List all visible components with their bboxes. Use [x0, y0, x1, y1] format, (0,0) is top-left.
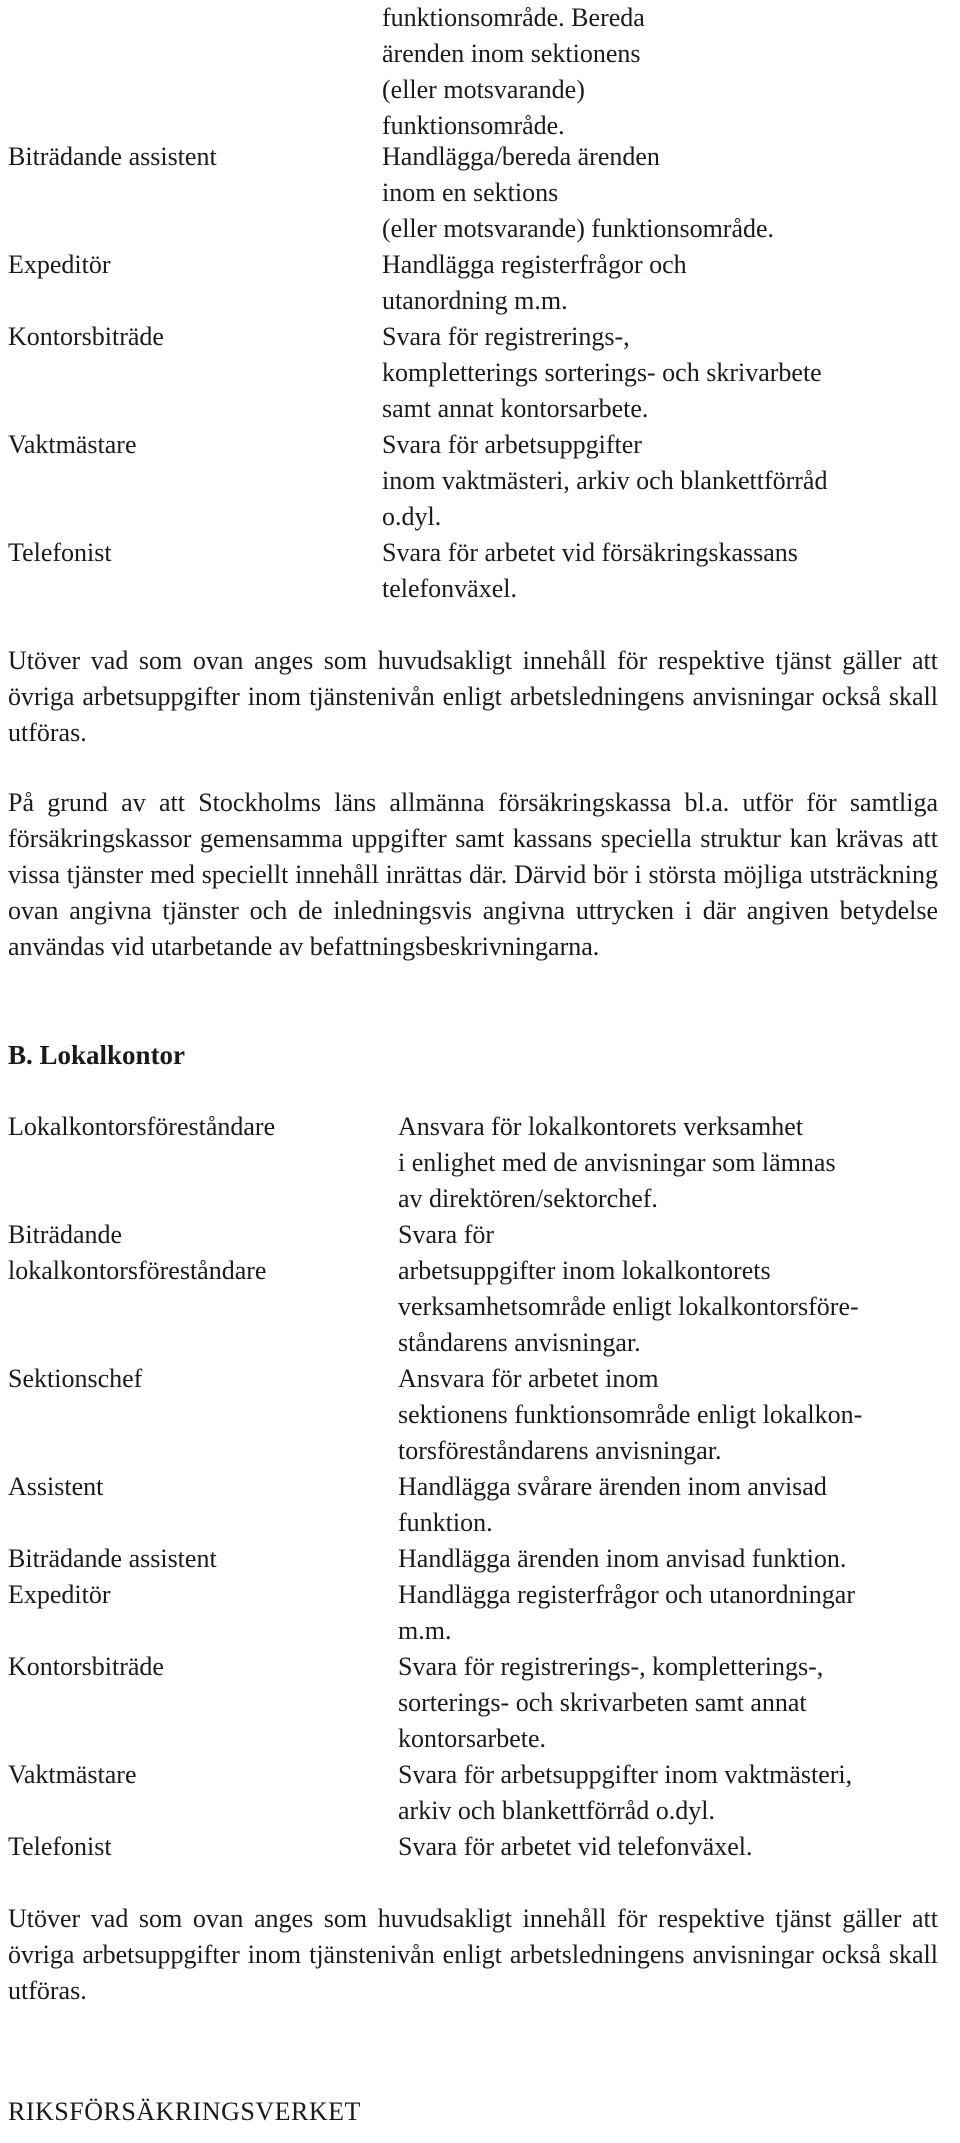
bottom-row-5-desc: Handlägga registerfrågor och utanordningar m.m.: [398, 1580, 855, 1645]
bottom-row-6-role: Kontorsbiträde: [8, 1652, 164, 1681]
bottom-row-0-desc: Ansvara för lokalkontorets verksamhet i enlighet med de anvisningar som lämnas av direktören/sektorchef.: [398, 1112, 836, 1213]
top-row-0-desc: funktionsområde. Bereda ärenden inom sektionens (eller motsvarande) funktionsområde.: [382, 3, 645, 140]
footer-organization: RIKSFÖRSÄKRINGSVERKET: [8, 2097, 361, 2126]
bottom-row-7-desc: Svara för arbetsuppgifter inom vaktmästeri, arkiv och blankettförråd o.dyl.: [398, 1760, 853, 1825]
top-row-3-desc: Svara för registrerings-, kompletterings sorterings- och skrivarbete samt annat kontorsarbete.: [382, 322, 822, 423]
top-row-5-desc: Svara för arbetet vid försäkringskassans telefonväxel.: [382, 538, 798, 603]
bottom-row-4-desc: Handlägga ärenden inom anvisad funktion.: [398, 1544, 847, 1573]
bottom-row-2-role: Sektionschef: [8, 1364, 143, 1393]
paragraph-3: Utöver vad som ovan anges som huvudsakligt innehåll för respektive tjänst gäller att övriga arbetsuppgifter inom tjänstenivån enligt arbetsledningens anvisningar också skall utföras.: [8, 1904, 938, 2005]
bottom-row-3-role: Assistent: [8, 1472, 104, 1501]
bottom-row-4-role: Biträdande assistent: [8, 1544, 217, 1573]
bottom-row-7-role: Vaktmästare: [8, 1760, 137, 1789]
paragraph-1: Utöver vad som ovan anges som huvudsakligt innehåll för respektive tjänst gäller att övriga arbetsuppgifter inom tjänstenivån enligt arbetsledningens anvisningar också skall utföras.: [8, 646, 938, 747]
bottom-row-5-role: Expeditör: [8, 1580, 111, 1609]
top-row-2-desc: Handlägga registerfrågor och utanordning m.m.: [382, 250, 687, 315]
top-row-2-role: Expeditör: [8, 250, 111, 279]
bottom-row-1-desc: Svara för arbetsuppgifter inom lokalkontorets verksamhetsområde enligt lokalkontorsföre- ståndarens anvisningar.: [398, 1220, 859, 1357]
top-row-1-role: Biträdande assistent: [8, 142, 217, 171]
top-row-5-role: Telefonist: [8, 538, 112, 567]
section-heading: B. Lokalkontor: [8, 1040, 186, 1070]
top-row-1-desc: Handlägga/bereda ärenden inom en sektions (eller motsvarande) funktionsområde.: [382, 142, 775, 243]
bottom-row-8-desc: Svara för arbetet vid telefonväxel.: [398, 1832, 753, 1861]
bottom-row-6-desc: Svara för registrerings-, kompletterings-, sorterings- och skrivarbeten samt annat kontorsarbete.: [398, 1652, 824, 1753]
paragraph-2: På grund av att Stockholms läns allmänna försäkringskassa bl.a. utför för samtliga försäkringskassor gemensamma uppgifter samt kassans speciella struktur kan krävas att vissa tjänster med speciellt innehåll inrättas där. Därvid bör i största möjliga utsträckning ovan angivna tjänster och de inledningsvis angivna uttrycken i där angiven betydelse användas vid utarbetande av befattningsbeskrivningarna.: [8, 788, 938, 961]
bottom-row-1-role: Biträdande lokalkontorsföreståndare: [8, 1220, 267, 1285]
bottom-row-0-role: Lokalkontorsföreståndare: [8, 1112, 276, 1141]
bottom-row-2-desc: Ansvara för arbetet inom sektionens funktionsområde enligt lokalkon- torsföreståndarens anvisningar.: [398, 1364, 863, 1465]
top-row-4-desc: Svara för arbetsuppgifter inom vaktmästeri, arkiv och blankettförråd o.dyl.: [382, 430, 828, 531]
top-row-3-role: Kontorsbiträde: [8, 322, 164, 351]
top-row-4-role: Vaktmästare: [8, 430, 137, 459]
bottom-row-8-role: Telefonist: [8, 1832, 112, 1861]
bottom-row-3-desc: Handlägga svårare ärenden inom anvisad funktion.: [398, 1472, 827, 1537]
